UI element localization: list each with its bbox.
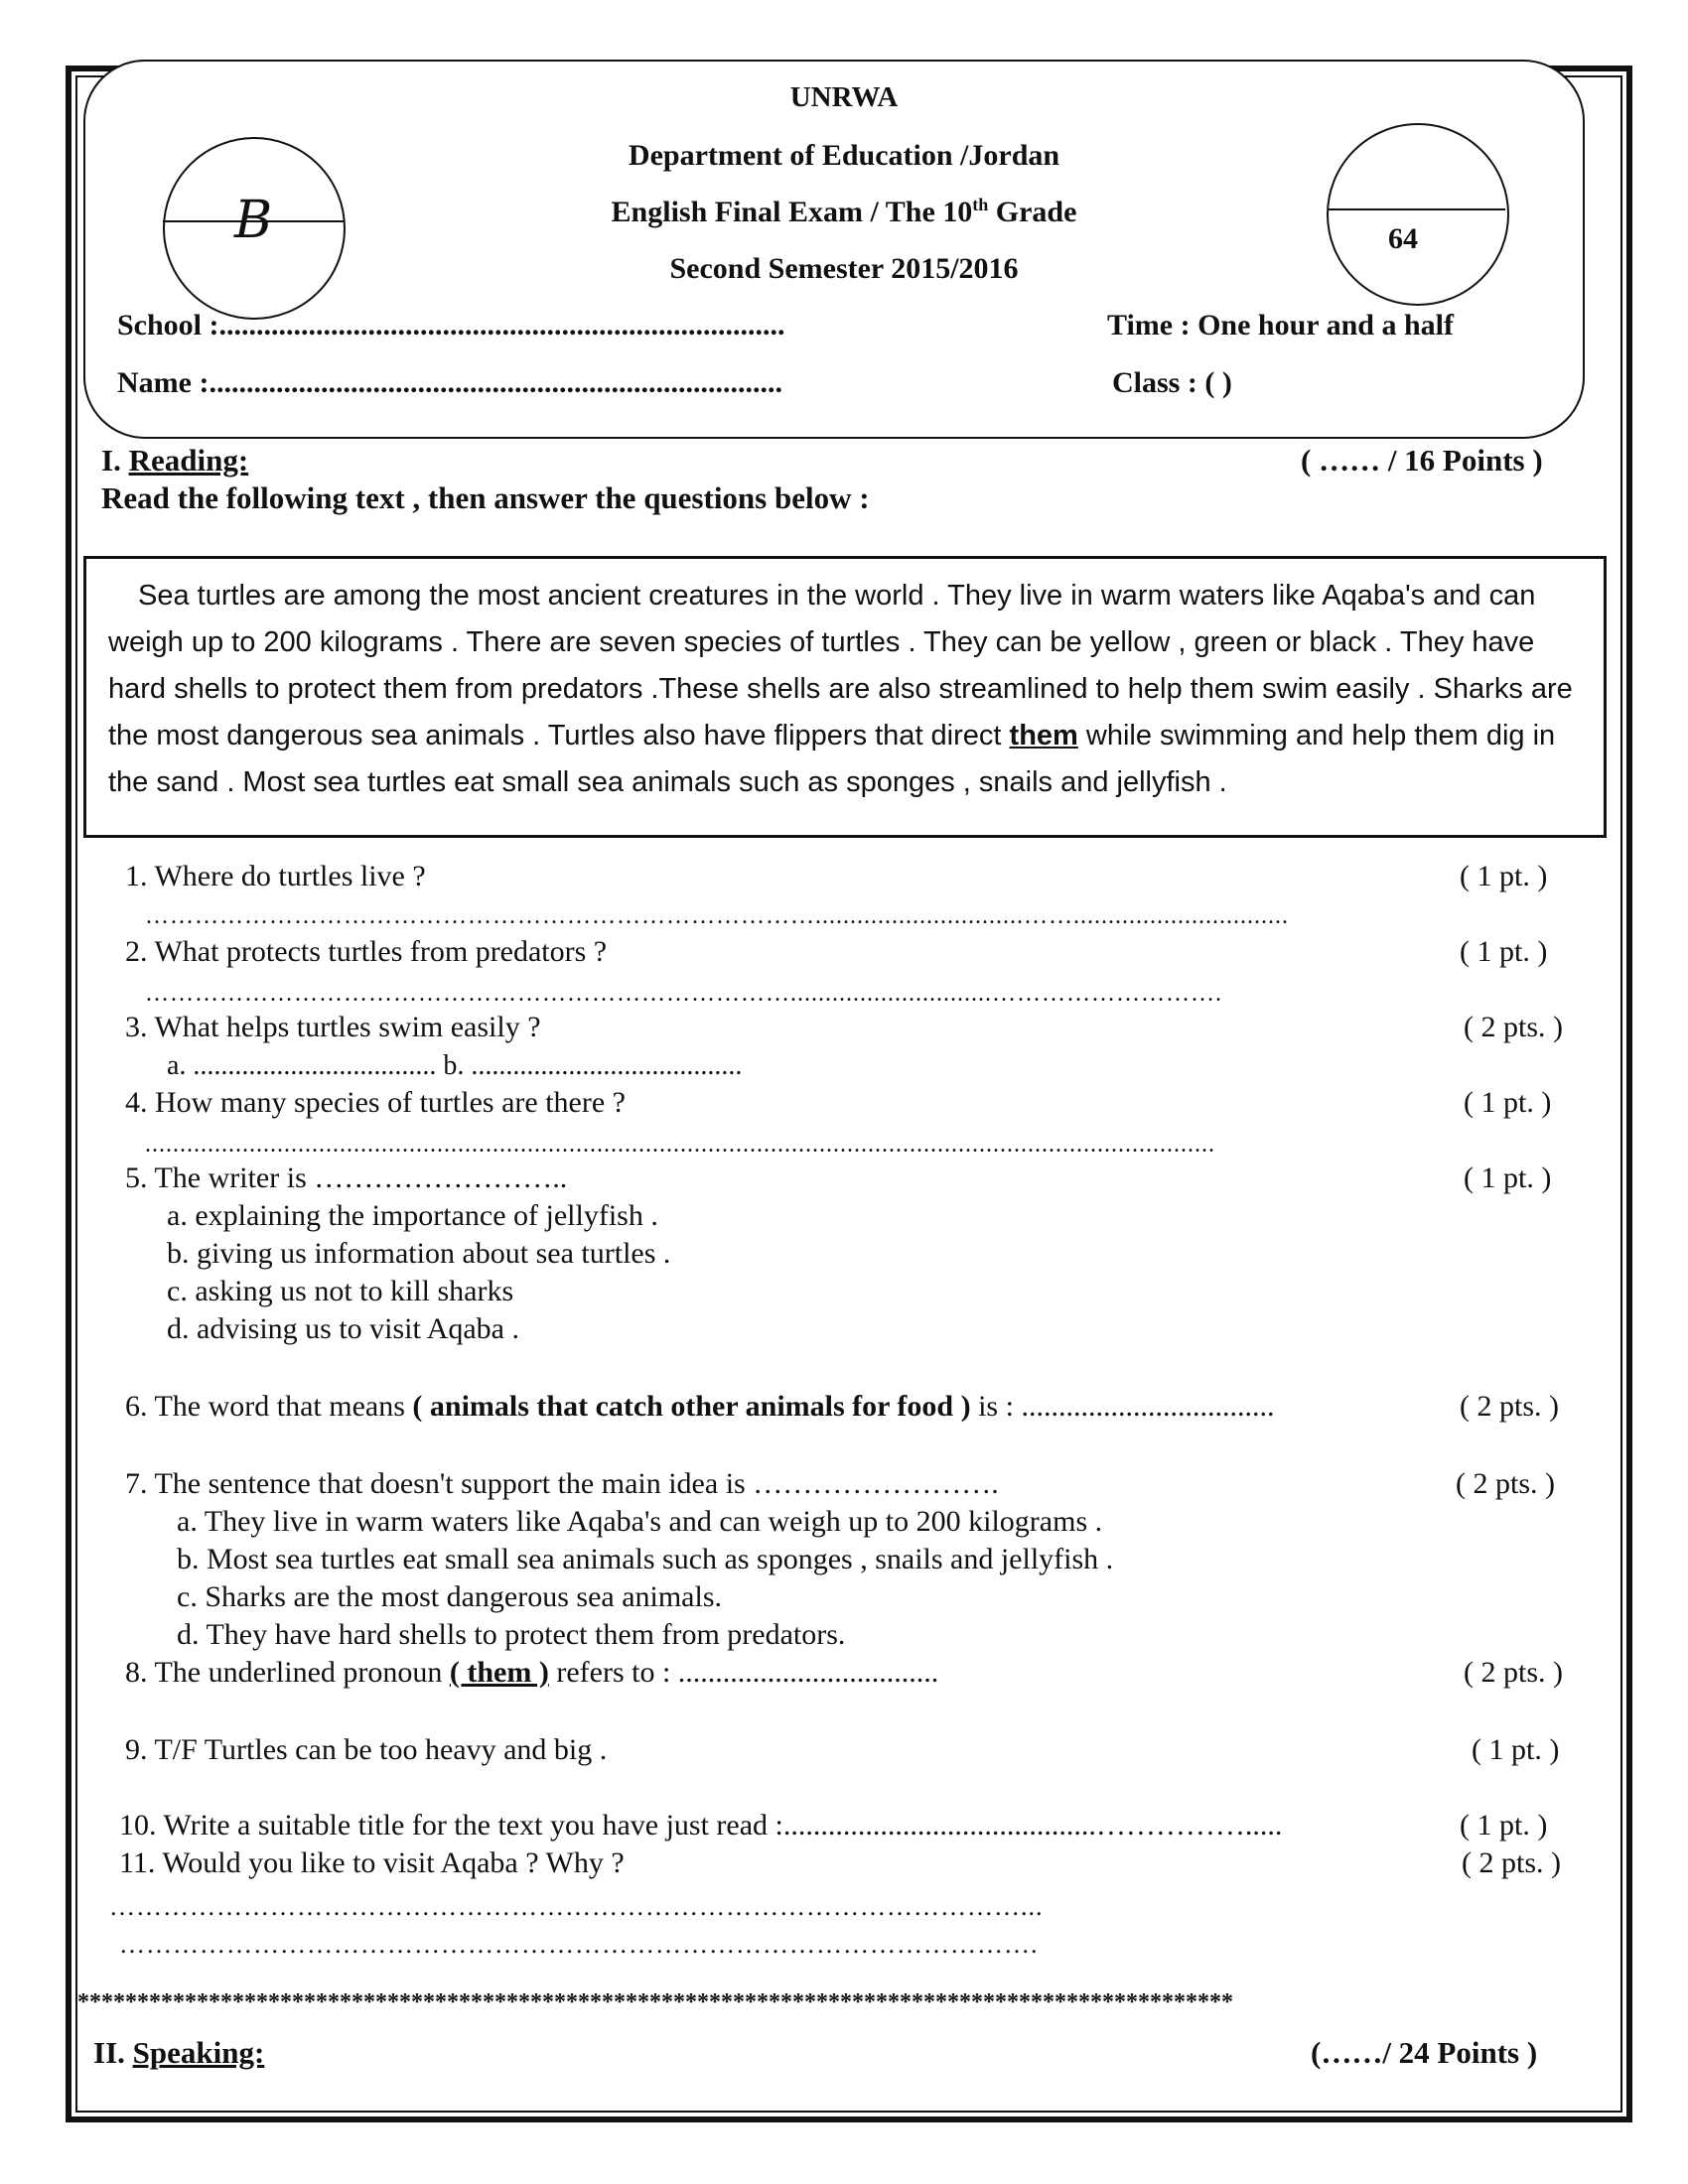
passage-them: them [1009, 720, 1078, 751]
question-11: 11. Would you like to visit Aqaba ? Why ? [119, 1846, 625, 1879]
passage-box [83, 556, 1607, 838]
question-2: 2. What protects turtles from predators ? [125, 935, 608, 968]
question-3-points: ( 2 pts. ) [1464, 1011, 1563, 1043]
answer-line-4[interactable]: .......................................................................................................................................................... [145, 1132, 1215, 1158]
answer-line-2[interactable]: …………………………………………………………………….............................………………………. [145, 981, 1222, 1007]
score-circle [1327, 123, 1509, 306]
class-field[interactable]: Class : ( ) [1112, 366, 1232, 399]
question-1-points: ( 1 pt. ) [1460, 860, 1548, 892]
score-circle-divider [1329, 208, 1505, 210]
question-5-option-a[interactable]: a. explaining the importance of jellyfish . [167, 1199, 658, 1232]
speaking-heading: II. Speaking: [93, 2035, 265, 2070]
question-7-option-d[interactable]: d. They have hard shells to protect them from predators. [177, 1618, 846, 1651]
school-field[interactable]: School :............................................................................ [117, 309, 785, 341]
question-7-points: ( 2 pts. ) [1456, 1467, 1555, 1500]
question-5-option-c[interactable]: c. asking us not to kill sharks [167, 1275, 514, 1307]
question-7: 7. The sentence that doesn't support the main idea is ……………………. [125, 1467, 999, 1500]
question-10: 10. Write a suitable title for the text you have just read :..........................................……………..... [119, 1809, 1283, 1842]
answer-line-11b[interactable]: …………………………………………………………………………………………. [119, 1930, 1039, 1959]
question-3: 3. What helps turtles swim easily ? [125, 1011, 541, 1043]
answer-line-1[interactable]: ………………………………………………………………………..............................……............................... [145, 903, 1289, 929]
section-divider: ************************************************************************************************* [77, 1989, 1233, 2015]
org-name: UNRWA [789, 81, 899, 113]
semester: Second Semester 2015/2016 [669, 252, 1019, 285]
question-3-answers[interactable]: a. ................................... b. ....................................... [167, 1050, 743, 1081]
time-label: Time : One hour and a half [1107, 309, 1454, 341]
question-9: 9. T/F Turtles can be too heavy and big . [125, 1733, 608, 1766]
question-7-option-b[interactable]: b. Most sea turtles eat small sea animals such as sponges , snails and jellyfish . [177, 1543, 1114, 1575]
question-6-points: ( 2 pts. ) [1460, 1390, 1559, 1423]
reading-points: ( …… / 16 Points ) [1301, 443, 1543, 478]
question-10-points: ( 1 pt. ) [1460, 1809, 1548, 1842]
question-2-points: ( 1 pt. ) [1460, 935, 1548, 968]
name-field[interactable]: Name :............................................................................. [117, 366, 782, 399]
speaking-points: (……/ 24 Points ) [1311, 2035, 1538, 2070]
exam-title: English Final Exam / The 10th Grade [611, 195, 1077, 228]
question-8-points: ( 2 pts. ) [1464, 1656, 1563, 1689]
reading-heading: I. Reading: [101, 443, 249, 478]
question-4: 4. How many species of turtles are there ? [125, 1086, 626, 1119]
department: Department of Education /Jordan [628, 139, 1060, 172]
question-5-option-b[interactable]: b. giving us information about sea turtles . [167, 1237, 671, 1270]
question-5-option-d[interactable]: d. advising us to visit Aqaba . [167, 1312, 519, 1345]
question-6: 6. The word that means ( animals that catch other animals for food ) is : .................................. [125, 1390, 1275, 1423]
reading-passage: Sea turtles are among the most ancient creatures in the world . They live in warm waters like Aqaba's and can weigh up to 200 kilograms . There are seven species of turtles . They can be yellow , green or black . They have hard shells to protect them from predators .These shells are also streamlined to help them swim easily . Sharks are the most dangerous sea animals . Turtles also have flippers that direct them while swimming and help them dig in the sand . Most sea turtles eat small sea animals such as sponges , snails and jellyfish . [108, 580, 1573, 798]
question-8: 8. The underlined pronoun ( them ) refers to : ................................... [125, 1656, 939, 1689]
score-value: 64 [1388, 222, 1418, 255]
reading-instruction: Read the following text , then answer the questions below : [101, 480, 870, 515]
question-9-points: ( 1 pt. ) [1472, 1733, 1560, 1766]
answer-line-11a[interactable]: …………………………………………………………………………………………... [109, 1892, 1044, 1921]
question-1: 1. Where do turtles live ? [125, 860, 426, 892]
question-5: 5. The writer is …………………….. [125, 1161, 568, 1194]
question-7-option-c[interactable]: c. Sharks are the most dangerous sea animals. [177, 1580, 723, 1613]
question-7-option-a[interactable]: a. They live in warm waters like Aqaba's and can weigh up to 200 kilograms . [177, 1505, 1103, 1538]
question-5-points: ( 1 pt. ) [1464, 1161, 1552, 1194]
question-4-points: ( 1 pt. ) [1464, 1086, 1552, 1119]
form-letter: B [234, 191, 273, 250]
question-11-points: ( 2 pts. ) [1462, 1846, 1561, 1879]
